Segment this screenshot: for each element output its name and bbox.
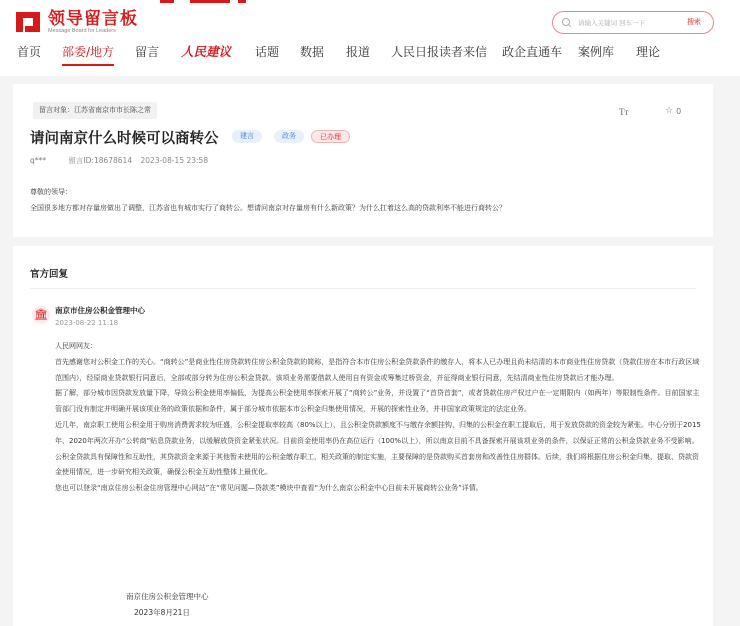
reply-datetime: 2023-08-22 11:18 <box>55 319 119 327</box>
reply-paragraph: 公积金贷款具有保障性和互助性，其贷款资金来源于其他暂未使用的公积金缴存职工，相关政策的制定实施，主要保障的是贷款购买首套房和改善性住房群体。后续，我们将根据住房公积金归集、提取、贷款资金使用情况，进一步研究相关政策，确保公积金互助性整体上最优化。 <box>55 452 699 477</box>
favorite-count: 0 <box>676 106 682 116</box>
search-box <box>552 11 714 34</box>
reply-org-name: 南京市住房公积金管理中心 <box>55 306 145 315</box>
nav-item-home[interactable]: 首页 <box>17 45 42 59</box>
main-nav <box>0 42 740 66</box>
divider <box>30 288 696 289</box>
font-size-icon[interactable]: Tт <box>619 107 629 117</box>
logo-subtitle: Message Board for Leaders <box>48 27 116 34</box>
tag-government: 政务 <box>274 130 304 143</box>
reply-signature: 南京住房公积金管理中心 <box>126 592 209 601</box>
star-icon: ☆ <box>665 106 674 116</box>
official-reply-card <box>13 246 713 626</box>
message-meta <box>30 155 214 166</box>
nav-item-data[interactable]: 数据 <box>300 45 325 59</box>
message-content: 全国很多地方都对存量房做出了调整，江苏省也有城市实行了商转公。想请问南京对存量房有什么新政策？为什么扛着这么高的贷款利率不能进行商转公？ <box>30 204 506 212</box>
search-button[interactable]: 搜索 <box>687 18 701 26</box>
section-title: 官方回复 <box>30 269 69 280</box>
nav-item-people-suggestions[interactable]: 人民建议 <box>181 44 232 59</box>
nav-item-case-library[interactable]: 案例库 <box>578 45 615 59</box>
site-header <box>0 0 740 76</box>
reply-paragraph: 您也可以登录“南京住房公积金住房管理中心网站”在“常见问题—贷款类”模块中查看“为什么南京公积金中心目前未开展商转公业务”详情。 <box>55 484 483 493</box>
nav-item-enterprise-express[interactable]: 政企直通车 <box>502 45 563 59</box>
reply-body <box>55 339 705 497</box>
search-icon <box>562 18 572 28</box>
tag-suggestion: 建言 <box>232 130 262 143</box>
reply-sign-date: 2023年8月21日 <box>134 608 190 617</box>
institution-icon: 🏛 <box>32 306 50 324</box>
nav-item-messages[interactable]: 留言 <box>135 45 160 59</box>
site-logo[interactable] <box>16 9 138 35</box>
message-card <box>13 84 713 237</box>
status-badge: 已办理 <box>311 130 350 143</box>
reply-paragraph: 据了解，部分城市因贷款发放量下降，导致公积金使用率偏低，为提高公积金使用率探索开展了“商转公”业务，并设置了“首贷首套”，或者贷款住房产权过户在一定期限内（如两年）等限制性条件。目前国家主管部门没有制定并明确开展该项业务的政策依据和条件，属于部分城市依据本市公积金归集使用情况，开展的探索性业务，并非国家政策规定的法定业务。 <box>55 389 700 414</box>
nav-item-reader-letters[interactable]: 人民日报读者来信 <box>391 45 488 59</box>
nav-item-theory[interactable]: 理论 <box>636 45 661 59</box>
logo-title: 领导留言板 <box>48 8 138 29</box>
message-title: 请问南京什么时候可以商转公 <box>30 131 219 147</box>
message-user: q*** <box>30 156 47 165</box>
reply-paragraph: 首先感谢您对公积金工作的关心。“商转公”是商业性住房贷款转住房公积金贷款的简称，是指符合本市住房公积金贷款条件的缴存人，将本人已办理且尚未结清的本市商业性住房贷款（贷款住房在本市行政区域范围内），经原商业贷款银行同意后，全部或部分转为住房公积金贷款。该项业务需要借款人使用自有资金或筹集过桥资金，并征得商业银行同意，先结清商业性住房贷款后才能办理。 <box>55 357 700 382</box>
search-input[interactable] <box>578 19 678 27</box>
nav-item-topics[interactable]: 话题 <box>255 45 280 59</box>
nav-item-reports[interactable]: 报道 <box>346 45 371 59</box>
reply-paragraph: 近几年，南京职工使用公积金用于购房消费需求较为旺盛，公积金提取率较高（80%以上），且公积金贷款额度不与缴存余额挂钩，归集的公积金在职工提取后，用于发放贷款的资金较为紧张。中心分别于2015年、2020年两次开办“公转商”贴息贷款业务，以缓解放贷资金紧张状况。目前资金使用率仍在高位运行（100%以上），所以南京目前不具备探索开展该项业务的条件，以保证正常的公积金贷款业务不受影响。 <box>55 420 701 445</box>
favorite-button[interactable] <box>665 106 681 116</box>
message-id: 留言ID:18678614 <box>68 156 133 165</box>
nav-item-ministries[interactable]: 部委/地方 <box>62 42 114 62</box>
message-target: 留言对象：江苏省南京市市长陈之常 <box>33 102 157 119</box>
top-ribbon <box>0 0 740 3</box>
reply-paragraph: 人民网网友： <box>55 342 97 350</box>
message-greeting: 尊敬的领导： <box>30 188 72 196</box>
message-datetime: 2023-08-15 23:58 <box>140 156 209 165</box>
logo-mark-icon <box>16 10 42 34</box>
